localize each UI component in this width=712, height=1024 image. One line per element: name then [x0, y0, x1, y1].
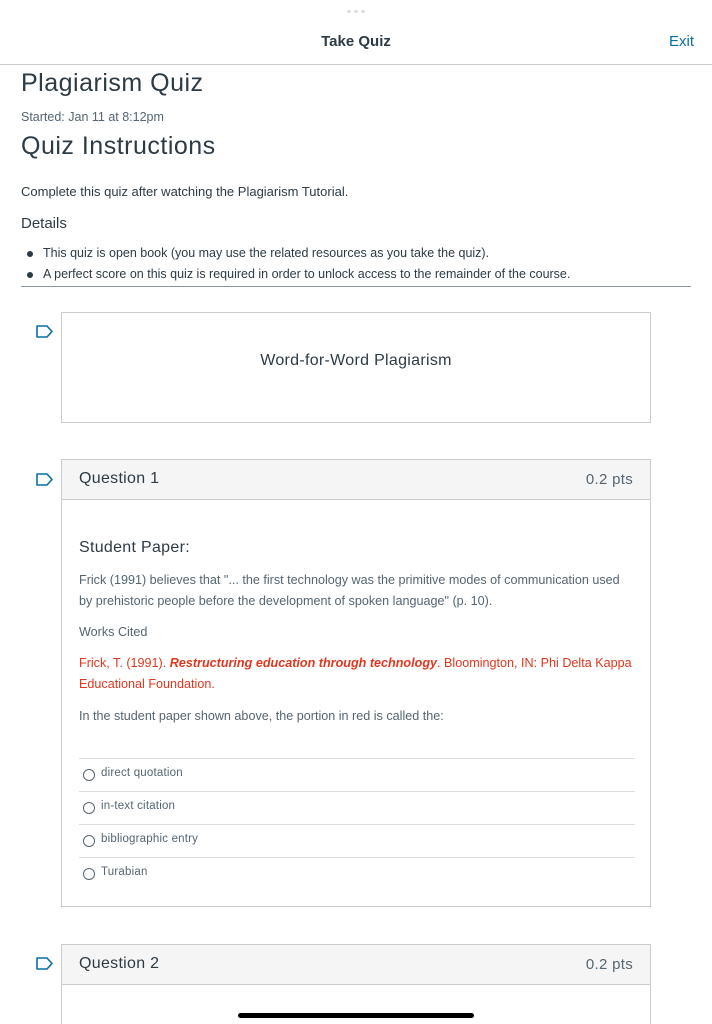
- instructions-text: Complete this quiz after watching the Plagiarism Tutorial.: [21, 184, 349, 199]
- question-header: [62, 945, 650, 985]
- question-body: [62, 500, 650, 906]
- exit-button[interactable]: Exit: [668, 33, 694, 50]
- student-paper-label: Student Paper:: [79, 539, 190, 556]
- answer-option[interactable]: [79, 858, 635, 891]
- citation-author-date: Frick, T. (1991).: [79, 656, 170, 670]
- question-title: Question 2: [79, 955, 160, 972]
- instructions-heading: Quiz Instructions: [21, 132, 216, 160]
- window-grabber[interactable]: [346, 10, 366, 13]
- question-card: [61, 944, 651, 1024]
- details-item: A perfect score on this quiz is required in order to unlock access to the remainder of the course.: [27, 264, 687, 285]
- citation-entry: [79, 653, 635, 695]
- quiz-title: Plagiarism Quiz: [21, 69, 204, 97]
- nav-title: Take Quiz: [321, 33, 391, 50]
- answer-label[interactable]: in-text citation: [101, 800, 176, 812]
- radio-unselected-icon[interactable]: [83, 769, 95, 781]
- answer-list: [79, 758, 635, 891]
- details-heading: Details: [21, 215, 67, 232]
- question-points: 0.2 pts: [585, 471, 633, 488]
- top-navigation-bar: [0, 0, 712, 65]
- question-card: [61, 459, 651, 907]
- flag-icon[interactable]: [36, 957, 53, 970]
- student-paper-paragraph: Frick (1991) believes that "... the first technology was the primitive modes of communication used by prehistoric people before the development of spoken language" (p. 10).: [79, 573, 620, 608]
- citation-title: Restructuring education through technology: [169, 656, 438, 670]
- answer-label[interactable]: bibliographic entry: [101, 833, 199, 845]
- question-points: 0.2 pts: [585, 956, 633, 973]
- section-divider: [21, 286, 691, 287]
- question-header: [62, 460, 650, 500]
- answer-label[interactable]: Turabian: [101, 866, 148, 878]
- answer-label[interactable]: direct quotation: [101, 767, 183, 779]
- flag-icon[interactable]: [36, 473, 53, 486]
- radio-unselected-icon[interactable]: [83, 802, 95, 814]
- details-list: [27, 243, 687, 285]
- details-item: This quiz is open book (you may use the related resources as you take the quiz).: [27, 243, 687, 264]
- question-prompt: In the student paper shown above, the portion in red is called the:: [79, 709, 444, 723]
- answer-option[interactable]: [79, 825, 635, 858]
- citation-publisher: . Bloomington, IN: Phi Delta Kappa Educational Foundation.: [79, 656, 632, 691]
- radio-unselected-icon[interactable]: [83, 868, 95, 880]
- quiz-started-timestamp: Started: Jan 11 at 8:12pm: [21, 110, 164, 124]
- flag-icon[interactable]: [36, 325, 53, 338]
- radio-unselected-icon[interactable]: [83, 835, 95, 847]
- answer-option[interactable]: [79, 792, 635, 825]
- text-block-title: Word-for-Word Plagiarism: [260, 352, 452, 369]
- question-title: Question 1: [79, 470, 160, 487]
- text-block-card: [61, 312, 651, 423]
- home-indicator[interactable]: [238, 1013, 474, 1018]
- answer-option[interactable]: [79, 759, 635, 792]
- works-cited-label: Works Cited: [79, 625, 148, 639]
